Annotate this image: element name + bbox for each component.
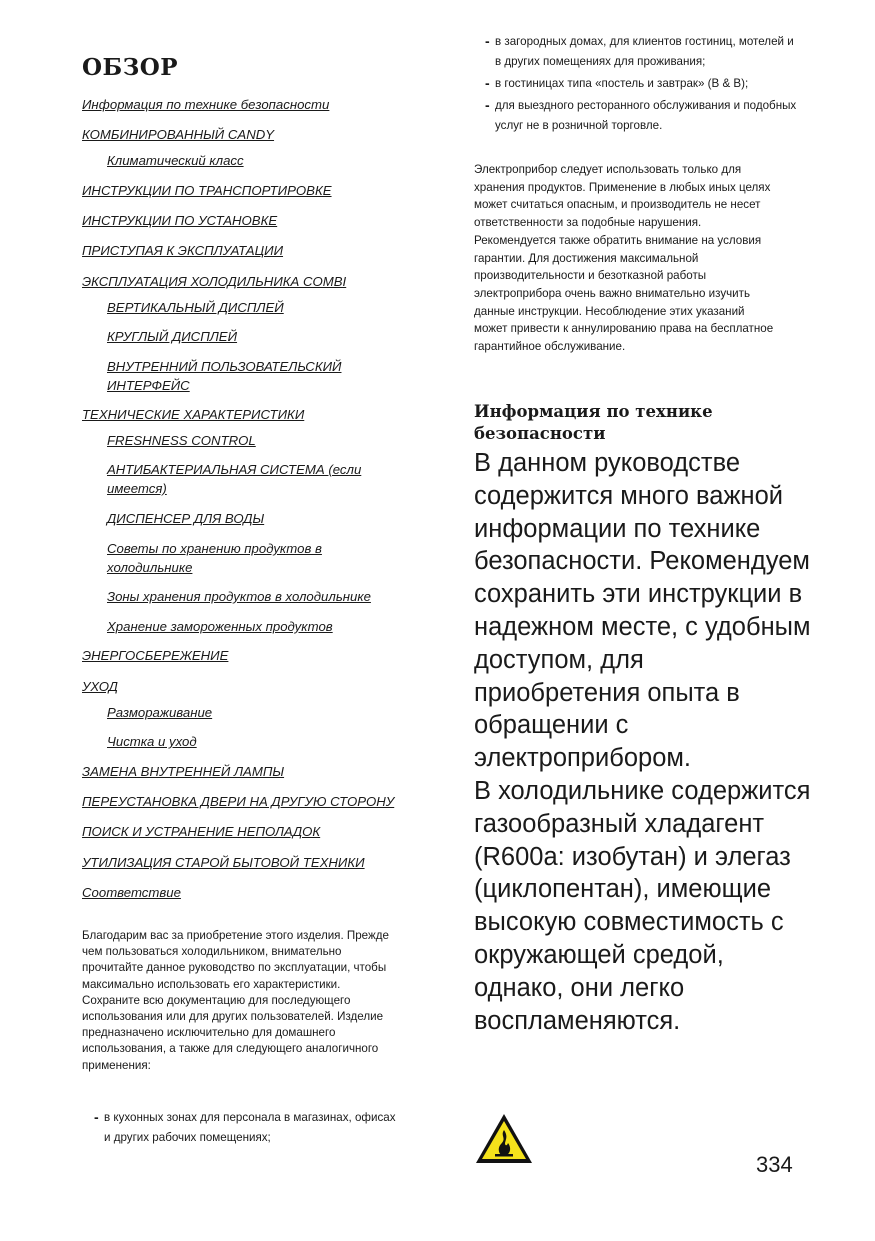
usage-bullet-list-continued: [487, 32, 797, 138]
usage-bullet-item: - для выездного ресторанного обслуживания и подобных услуг не в розничной торговле.: [487, 96, 797, 136]
toc-link-antibacterial[interactable]: АНТИБАКТЕРИАЛЬНАЯ СИСТЕМА (если имеется): [107, 462, 362, 496]
toc-link-candy-combi[interactable]: КОМБИНИРОВАННЫЙ CANDY: [82, 127, 275, 142]
usage-paragraph: Электроприбор следует использовать только для хранения продуктов. Применение в любых иных целях может считаться опасным, и производитель не несет ответственности за подобные нарушения. Рекомендуется также обратить внимание на условия гарантии. Для достижения максимальной производительности и безотказной работы электроприбора очень важно внимательно изучить данные инструкции. Несоблюдение этих указаний может привести к аннулированию права на бесплатное гарантийное обслуживание.: [474, 163, 774, 354]
toc-link-lamp-replacement[interactable]: ЗАМЕНА ВНУТРЕННЕЙ ЛАМПЫ: [82, 764, 285, 779]
toc-link-internal-ui[interactable]: ВНУТРЕННИЙ ПОЛЬЗОВАТЕЛЬСКИЙ ИНТЕРФЕЙС: [107, 359, 342, 393]
toc-link-energy-saving[interactable]: ЭНЕРГОСБЕРЕЖЕНИЕ: [82, 648, 229, 663]
toc-link-vertical-display[interactable]: ВЕРТИКАЛЬНЫЙ ДИСПЛЕЙ: [107, 300, 284, 315]
toc-link-specs[interactable]: ТЕХНИЧЕСКИЕ ХАРАКТЕРИСТИКИ: [82, 407, 305, 422]
toc-link-storage-tips[interactable]: Советы по хранению продуктов в холодильнике: [107, 541, 322, 575]
toc-link-disposal[interactable]: УТИЛИЗАЦИЯ СТАРОЙ БЫТОВОЙ ТЕХНИКИ: [82, 855, 365, 870]
safety-section-heading: Информация по технике безопасности: [474, 402, 713, 443]
toc-link-cleaning[interactable]: Чистка и уход: [107, 734, 197, 749]
toc-link-safety-info[interactable]: Информация по технике безопасности: [82, 97, 330, 112]
usage-bullet-item: - в загородных домах, для клиентов гостиниц, мотелей и в других помещениях для проживания;: [487, 32, 797, 72]
toc-link-troubleshooting[interactable]: ПОИСК И УСТРАНЕНИЕ НЕПОЛАДОК: [82, 824, 321, 839]
toc-link-installation[interactable]: ИНСТРУКЦИИ ПО УСТАНОВКЕ: [82, 213, 278, 228]
toc-link-water-dispenser[interactable]: ДИСПЕНСЕР ДЛЯ ВОДЫ: [107, 511, 265, 526]
intro-paragraph: Благодарим вас за приобретение этого изделия. Прежде чем пользоваться холодильником, внимательно прочитайте данное руководство по эксплуатации, чтобы максимально использовать его характеристики. Сохраните всю документацию для последующего использования или для других пользователей. Изделие предназначено исключительно для домашнего использования, а также для следующего аналогичного применения:: [82, 929, 389, 1072]
page-title: ОБЗОР: [82, 54, 179, 81]
safety-text-block: [474, 447, 814, 1037]
page-number: 334: [756, 1152, 793, 1177]
safety-paragraph-refrigerant: В холодильнике содержится газообразный хладагент (R600a: изобутан) и элегаз (циклопентан), имеющие высокую совместимость с окружающей средой, однако, они легко воспламеняются.: [474, 776, 811, 1035]
toc-link-climate-class[interactable]: Климатический класс: [107, 153, 244, 168]
toc-link-transport[interactable]: ИНСТРУКЦИИ ПО ТРАНСПОРТИРОВКЕ: [82, 183, 332, 198]
toc-link-combi-operation[interactable]: ЭКСПЛУАТАЦИЯ ХОЛОДИЛЬНИКА COMBI: [82, 274, 347, 289]
toc-link-compliance[interactable]: Соответствие: [82, 885, 181, 900]
usage-bullet-item: - в гостиницах типа «постель и завтрак» (B & B);: [487, 74, 797, 94]
toc-link-round-display[interactable]: КРУГЛЫЙ ДИСПЛЕЙ: [107, 329, 238, 344]
safety-paragraph-manual: В данном руководстве содержится много важной информации по технике безопасности. Рекомендуем сохранить эти инструкции в надежном месте, с удобным доступом, для приобретения опыта в обращении с электроприбором.: [474, 449, 811, 773]
toc-link-frozen-storage[interactable]: Хранение замороженных продуктов: [107, 619, 333, 634]
toc-link-door-reversal[interactable]: ПЕРЕУСТАНОВКА ДВЕРИ НА ДРУГУЮ СТОРОНУ: [82, 794, 395, 809]
toc-link-defrosting[interactable]: Размораживание: [107, 705, 213, 720]
toc-link-storage-zones[interactable]: Зоны хранения продуктов в холодильнике: [107, 589, 371, 604]
toc-link-care[interactable]: УХОД: [82, 679, 118, 694]
flammable-warning-icon: [474, 1112, 534, 1165]
usage-bullet-item: - в кухонных зонах для персонала в магазинах, офисах и других рабочих помещениях;: [96, 1108, 396, 1148]
toc-link-getting-started[interactable]: ПРИСТУПАЯ К ЭКСПЛУАТАЦИИ: [82, 243, 284, 258]
toc-link-freshness-control[interactable]: FRESHNESS CONTROL: [107, 433, 256, 448]
usage-bullet-list: [96, 1108, 396, 1148]
